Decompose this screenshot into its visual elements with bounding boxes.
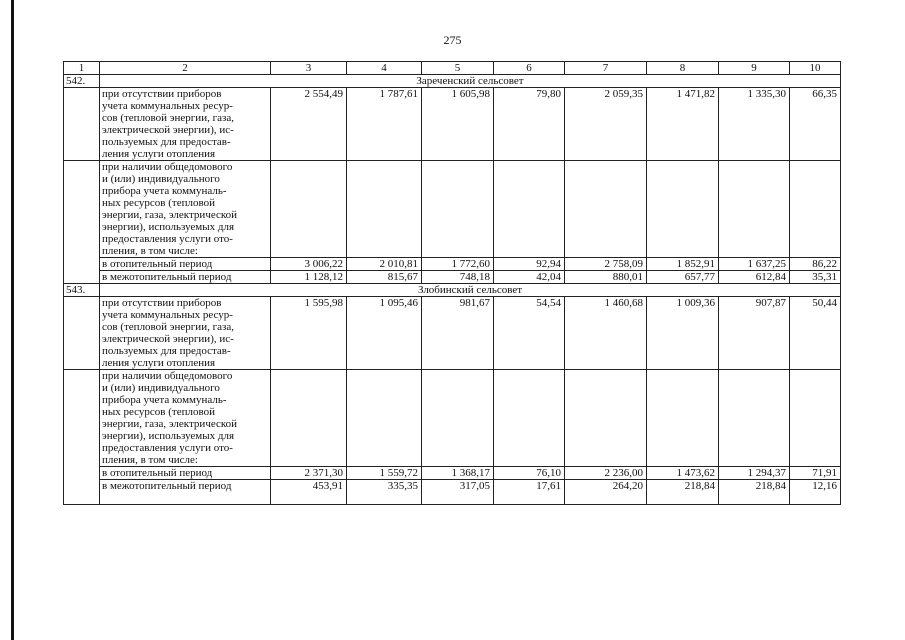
header-cell: 10 [790,62,841,75]
value-cell: 35,31 [790,271,841,284]
meter-description [100,370,271,467]
value-cell: 1 595,98 [271,297,347,370]
value-cell: 2 758,09 [565,258,647,271]
empty-number-cell [64,480,100,505]
meter-description [100,161,271,258]
value-cell: 54,54 [494,297,565,370]
value-cell: 79,80 [494,88,565,161]
empty-value-cell [494,161,565,258]
header-cell: 9 [719,62,790,75]
empty-value-cell [647,161,719,258]
header-cell: 3 [271,62,347,75]
value-cell: 3 006,22 [271,258,347,271]
header-cell: 5 [422,62,494,75]
section-title: Злобинский сельсовет [100,284,841,297]
empty-value-cell [647,370,719,467]
value-cell: 317,05 [422,480,494,505]
value-cell: 2 554,49 [271,88,347,161]
description-line: учета коммунальных ресур- [102,309,233,321]
heating-period-label: в отопительный период [100,467,271,480]
value-cell: 218,84 [647,480,719,505]
value-cell: 1 009,36 [647,297,719,370]
value-cell: 76,10 [494,467,565,480]
description-line: при отсутствии приборов [102,297,222,309]
value-cell: 907,87 [719,297,790,370]
value-cell: 1 637,25 [719,258,790,271]
no-meter-row [64,297,841,370]
value-cell: 1 473,62 [647,467,719,480]
value-cell: 86,22 [790,258,841,271]
value-cell: 335,35 [347,480,422,505]
empty-number-cell [64,370,100,467]
empty-value-cell [565,370,647,467]
description-line: сов (тепловой энергии, газа, [102,112,234,124]
value-cell: 17,61 [494,480,565,505]
description-line: ления услуги отопления [102,357,216,369]
no-meter-description [100,88,271,161]
empty-value-cell [271,161,347,258]
value-cell: 880,01 [565,271,647,284]
description-line: пления, в том числе: [102,454,198,466]
tariff-table [63,61,841,505]
description-line: пользуемых для предостав- [102,345,231,357]
header-row [64,62,841,75]
value-cell: 453,91 [271,480,347,505]
empty-value-cell [494,370,565,467]
empty-number-cell [64,161,100,258]
section-number: 543. [64,284,100,297]
value-cell: 981,67 [422,297,494,370]
description-line: предоставления услуги ото- [102,233,233,245]
description-line: учета коммунальных ресур- [102,100,233,112]
heating-period-label: в отопительный период [100,258,271,271]
description-line: и (или) индивидуального [102,173,220,185]
description-line: предоставления услуги ото- [102,442,233,454]
description-line: пользуемых для предостав- [102,136,231,148]
value-cell: 42,04 [494,271,565,284]
value-cell: 2 059,35 [565,88,647,161]
description-line: прибора учета коммуналь- [102,394,227,406]
description-line: сов (тепловой энергии, газа, [102,321,234,333]
interheating-period-label: в межотопительный период [100,271,271,284]
empty-value-cell [422,370,494,467]
value-cell: 1 852,91 [647,258,719,271]
description-line: при отсутствии приборов [102,88,222,100]
value-cell: 12,16 [790,480,841,505]
value-cell: 1 559,72 [347,467,422,480]
description-line: ных ресурсов (тепловой [102,197,215,209]
empty-value-cell [790,161,841,258]
value-cell: 1 460,68 [565,297,647,370]
empty-number-cell [64,271,100,284]
description-line: ных ресурсов (тепловой [102,406,215,418]
value-cell: 748,18 [422,271,494,284]
section-title-row [64,284,841,297]
header-cell: 8 [647,62,719,75]
empty-value-cell [347,370,422,467]
no-meter-description [100,297,271,370]
meter-row [64,161,841,258]
description-line: энергии), используемых для [102,221,235,233]
empty-number-cell [64,88,100,161]
description-line: ления услуги отопления [102,148,216,160]
empty-value-cell [719,161,790,258]
value-cell: 1 471,82 [647,88,719,161]
header-cell: 1 [64,62,100,75]
empty-number-cell [64,258,100,271]
value-cell: 2 010,81 [347,258,422,271]
empty-value-cell [565,161,647,258]
heating-period-row [64,258,841,271]
value-cell: 1 787,61 [347,88,422,161]
interheating-period-label: в межотопительный период [100,480,271,505]
empty-number-cell [64,297,100,370]
description-line: пления, в том числе: [102,245,198,257]
meter-row [64,370,841,467]
empty-value-cell [790,370,841,467]
section-number: 542. [64,75,100,88]
value-cell: 264,20 [565,480,647,505]
description-line: при наличии общедомового [102,161,233,173]
value-cell: 1 095,46 [347,297,422,370]
value-cell: 2 371,30 [271,467,347,480]
header-cell: 4 [347,62,422,75]
header-cell: 2 [100,62,271,75]
header-cell: 7 [565,62,647,75]
description-line: энергии, газа, электрической [102,418,238,430]
value-cell: 1 368,17 [422,467,494,480]
empty-value-cell [271,370,347,467]
heating-period-row [64,467,841,480]
section-title-row [64,75,841,88]
value-cell: 1 335,30 [719,88,790,161]
description-line: при наличии общедомового [102,370,233,382]
value-cell: 612,84 [719,271,790,284]
interheating-period-row [64,271,841,284]
interheating-period-row [64,480,841,505]
description-line: электрической энергии), ис- [102,333,234,345]
value-cell: 657,77 [647,271,719,284]
description-line: энергии, газа, электрической [102,209,238,221]
description-line: электрической энергии), ис- [102,124,234,136]
description-line: прибора учета коммуналь- [102,185,227,197]
value-cell: 1 128,12 [271,271,347,284]
no-meter-row [64,88,841,161]
value-cell: 92,94 [494,258,565,271]
value-cell: 66,35 [790,88,841,161]
value-cell: 71,91 [790,467,841,480]
description-line: и (или) индивидуального [102,382,220,394]
value-cell: 218,84 [719,480,790,505]
page-number: 275 [443,33,462,47]
empty-number-cell [64,467,100,480]
value-cell: 50,44 [790,297,841,370]
empty-value-cell [719,370,790,467]
empty-value-cell [422,161,494,258]
section-title: Зареченский сельсовет [100,75,841,88]
value-cell: 1 605,98 [422,88,494,161]
value-cell: 1 294,37 [719,467,790,480]
page-edge-bar [11,0,14,640]
header-cell: 6 [494,62,565,75]
value-cell: 2 236,00 [565,467,647,480]
description-line: энергии), используемых для [102,430,235,442]
value-cell: 1 772,60 [422,258,494,271]
value-cell: 815,67 [347,271,422,284]
table-body [64,62,841,505]
empty-value-cell [347,161,422,258]
